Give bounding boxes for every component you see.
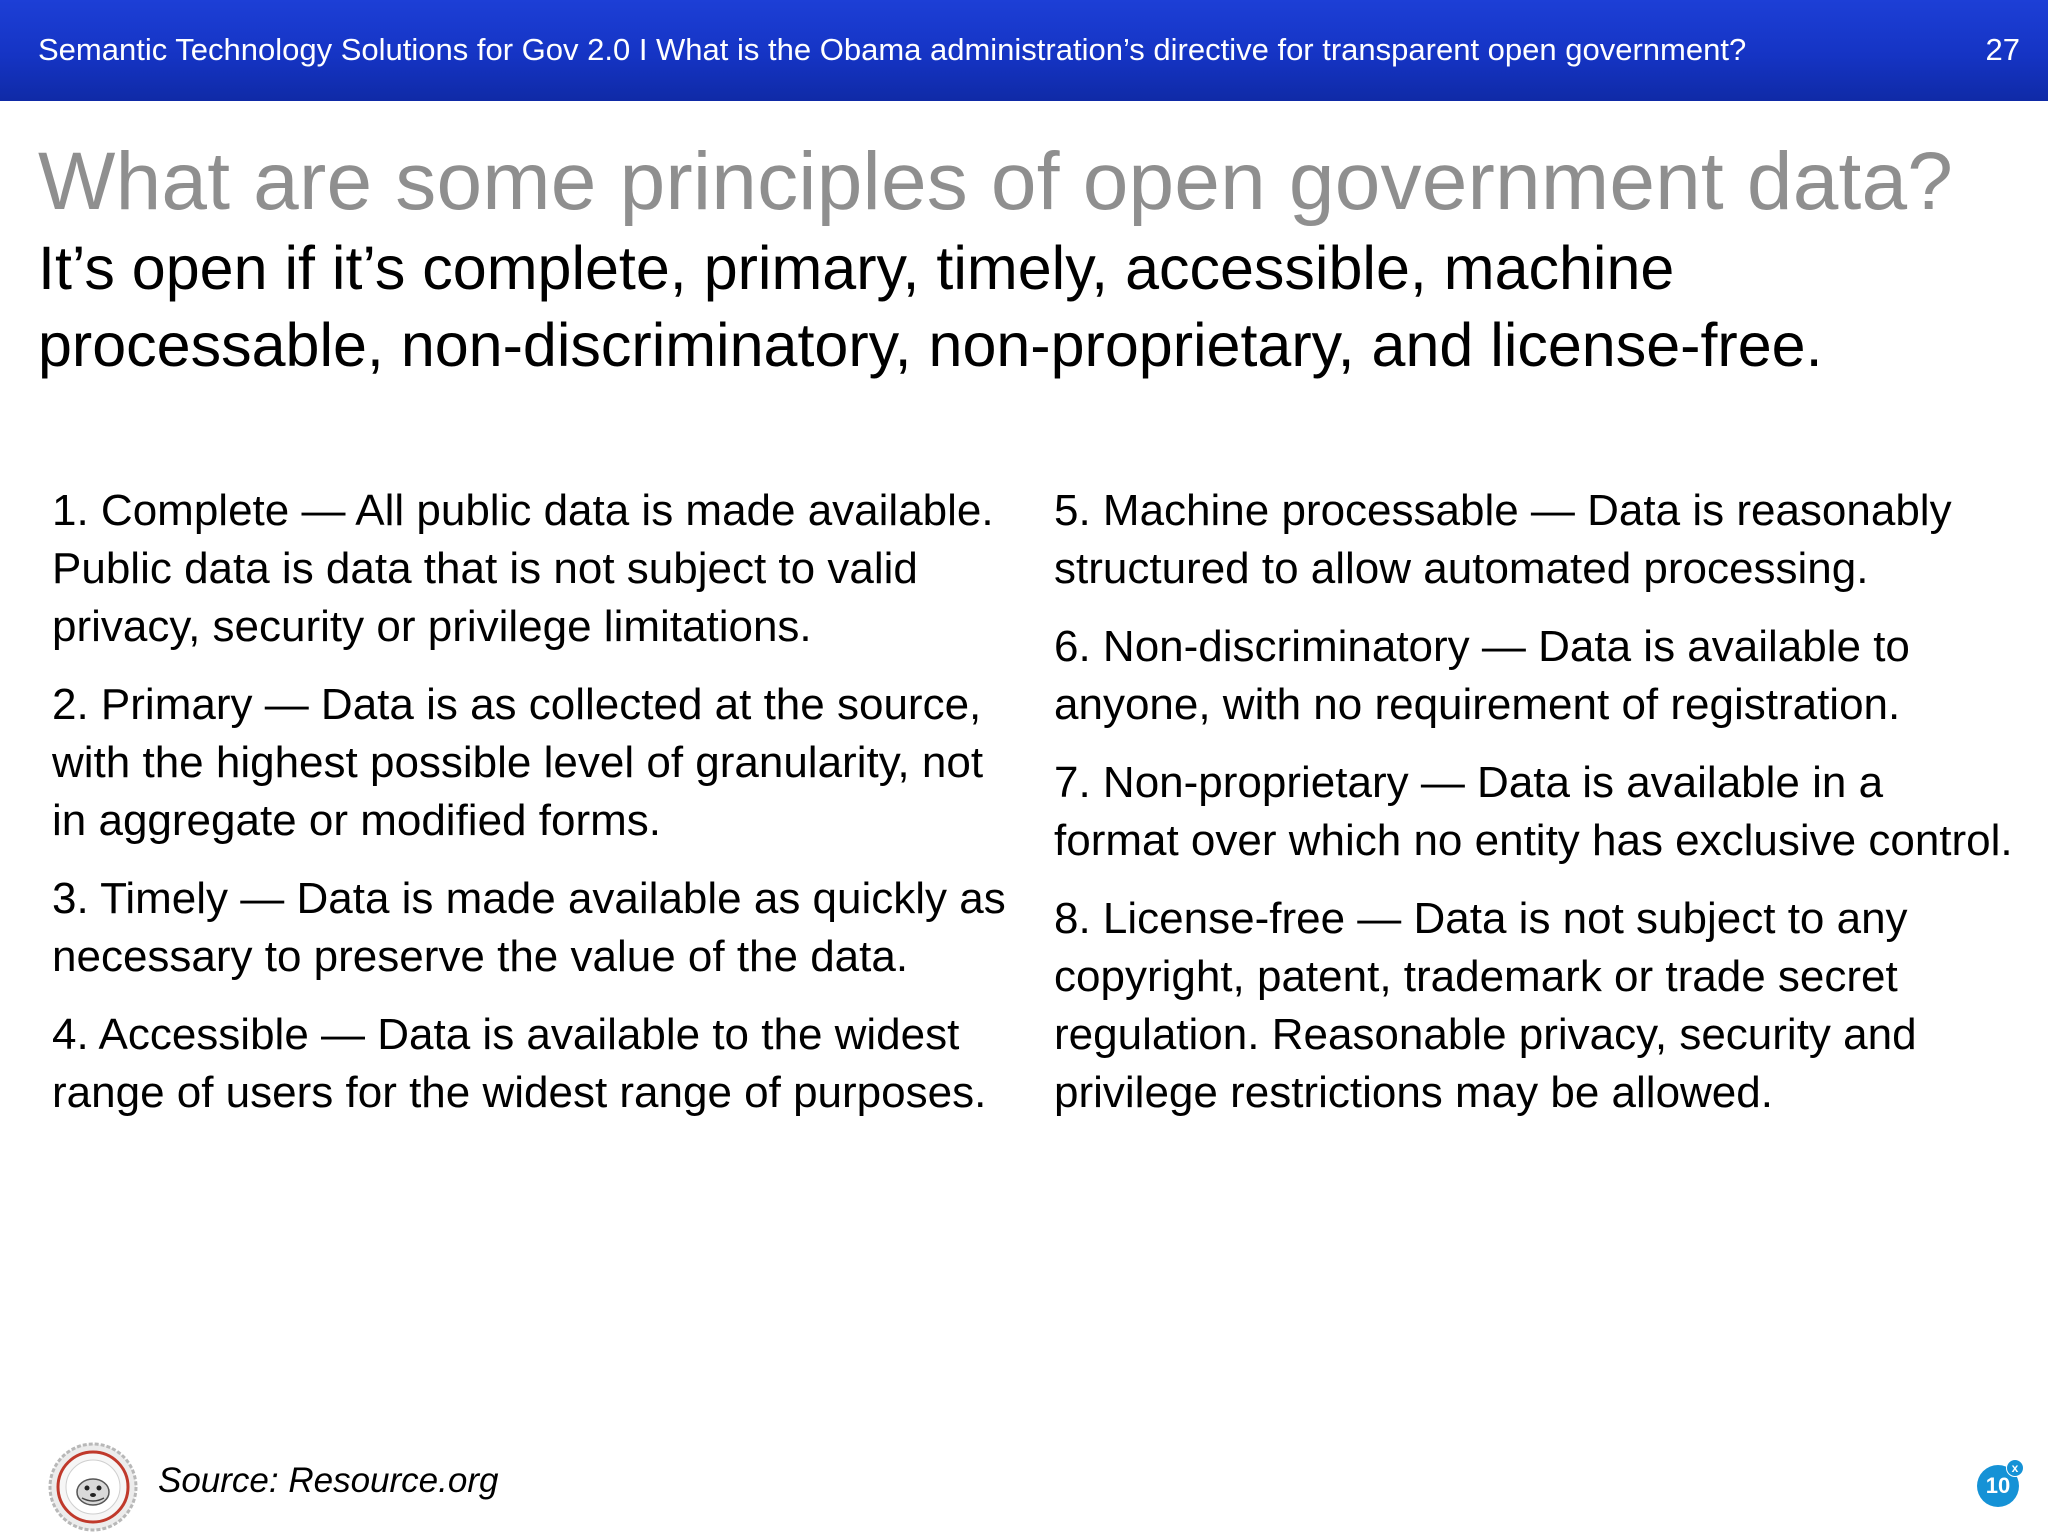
principle-timely: 3. Timely — Data is made available as quickly as necessary to preserve the value of the data. (52, 874, 1006, 981)
principles-left-column (52, 482, 1012, 1142)
resource-org-seal-icon (48, 1442, 138, 1532)
source-citation: Source: Resource.org (158, 1461, 499, 1500)
header-title: Semantic Technology Solutions for Gov 2.0 I What is the Obama administration’s directive for transparent open government? (38, 32, 1747, 67)
subtitle: It’s open if it’s complete, primary, timely, accessible, machine processable, non-discriminatory, non-proprietary, and license-free. (38, 234, 1823, 379)
page-title: What are some principles of open government data? (38, 136, 1954, 227)
principle-primary: 2. Primary — Data is as collected at the source, with the highest possible level of granularity, not in aggregate or modified forms. (52, 680, 984, 845)
close-icon[interactable]: x (2006, 1459, 2024, 1477)
principles-right-column (1054, 482, 2014, 1142)
header-bar (0, 0, 2048, 101)
principle-accessible: 4. Accessible — Data is available to the widest range of users for the widest range of purposes. (52, 1010, 987, 1117)
page-number: 27 (1985, 32, 2020, 67)
notification-badge[interactable]: 10 (1977, 1465, 2019, 1507)
principle-complete: 1. Complete — All public data is made available. Public data is data that is not subject to valid privacy, security or privilege limitations. (52, 486, 994, 651)
principle-non-discriminatory: 6. Non-discriminatory — Data is available to anyone, with no requirement of registration. (1054, 622, 1910, 729)
principle-license-free: 8. License-free — Data is not subject to any copyright, patent, trademark or trade secret regulation. Reasonable privacy, security and privilege restrictions may be allowed. (1054, 894, 1917, 1117)
principle-non-proprietary: 7. Non-proprietary — Data is available in a format over which no entity has exclusive control. (1054, 758, 2013, 865)
principle-machine-processable: 5. Machine processable — Data is reasonably structured to allow automated processing. (1054, 486, 1952, 593)
